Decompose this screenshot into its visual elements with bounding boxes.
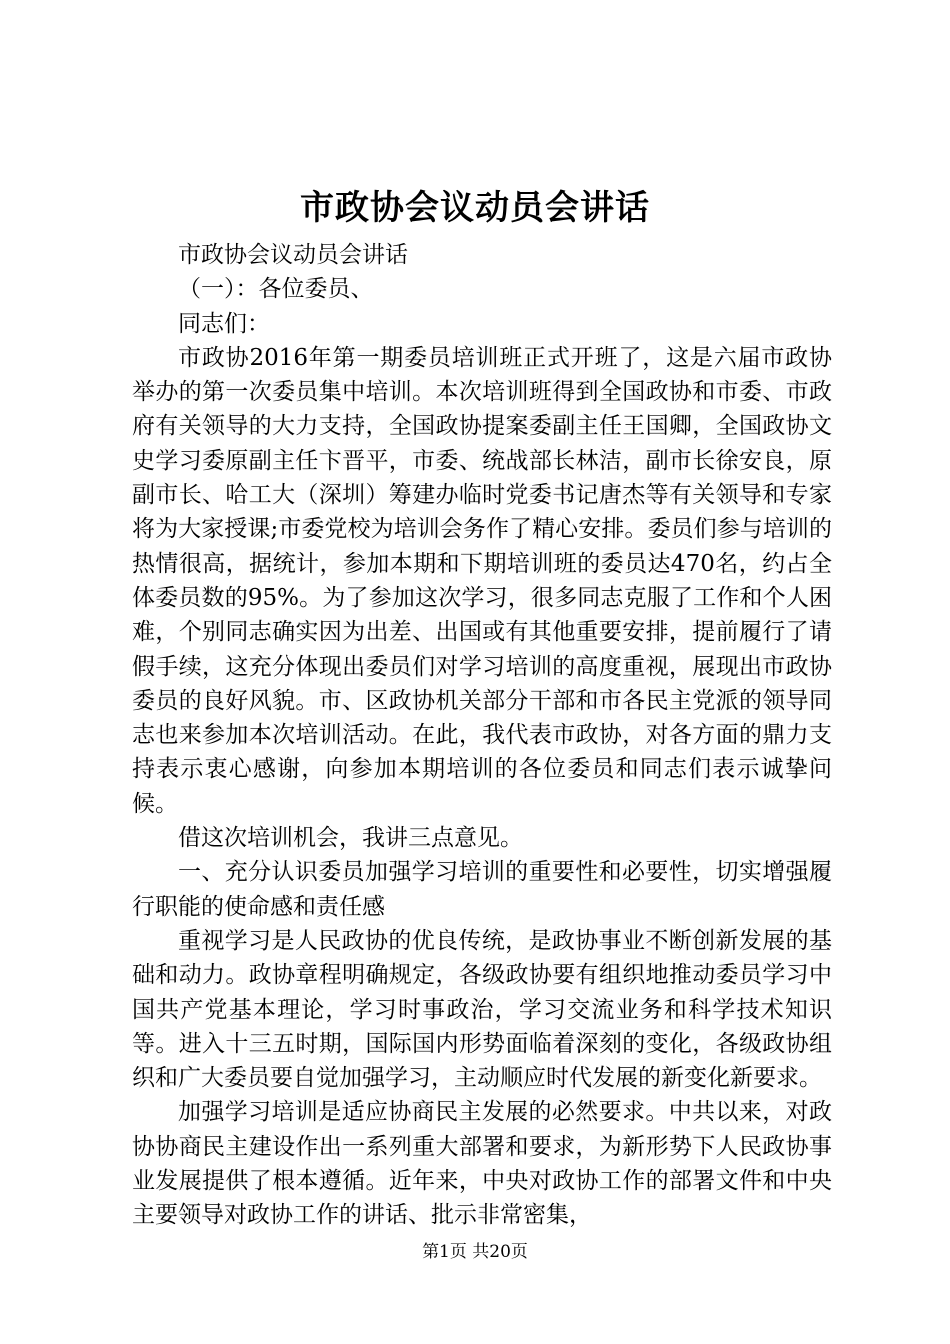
paragraph-opening: 市政协2016年第一期委员培训班正式开班了，这是六届市政协举办的第一次委员集中培训。本次培训班得到全国政协和市委、市政府有关领导的大力支持，全国政协提案委副主任王国卿，全国政协文史学习委原副主任卞晋平，市委、统战部长林洁，副市长徐安良，原副市长、哈工大（深圳）筹建办临时党委书记唐杰等有关领导和专家将为大家授课;市委党校为培训会务作了精心安排。委员们参与培训的热情很高，据统计，参加本期和下期培训班的委员达470名，约占全体委员数的95%。为了参加这次学习，很多同志克服了工作和个人困难，个别同志确实因为出差、出国或有其他重要安排，提前履行了请假手续，这充分体现出委员们对学习培训的高度重视，展现出市政协委员的良好风貌。市、区政协机关部分干部和市各民主党派的领导同志也来参加本次培训活动。在此，我代表市政协，对各方面的鼎力支持表示衷心感谢，向参加本期培训的各位委员和同志们表示诚挚问候。 xyxy=(132,344,832,817)
paragraph-intro: 借这次培训机会，我讲三点意见。 xyxy=(178,825,523,852)
document-title: 市政协会议动员会讲话 xyxy=(300,188,650,228)
section-heading-1: 一、充分认识委员加强学习培训的重要性和必要性，切实增强履行职能的使命感和责任感 xyxy=(132,859,832,920)
document-body xyxy=(132,238,832,1233)
page-footer xyxy=(0,1240,950,1264)
paragraph-subtitle: 市政协会议动员会讲话 xyxy=(178,242,408,268)
paragraph-salutation-1: （一）：各位委员、 xyxy=(178,276,374,303)
paragraph-salutation-2: 同志们： xyxy=(178,310,270,337)
page-number: 第1页 xyxy=(422,1242,467,1262)
paragraph-body-1: 重视学习是人民政协的优良传统，是政协事业不断创新发展的基础和动力。政协章程明确规定，各级政协要有组织地推动委员学习中国共产党基本理论，学习时事政治，学习交流业务和科学技术知识等。进入十三五时期，国际国内形势面临着深刻的变化，各级政协组织和广大委员要自觉加强学习，主动顺应时代发展的新变化新要求。 xyxy=(132,927,832,1092)
page-total: 共20页 xyxy=(472,1242,528,1262)
paragraph-body-2: 加强学习培训是适应协商民主发展的必然要求。中共以来，对政协协商民主建设作出一系列重大部署和要求，为新形势下人民政协事业发展提供了根本遵循。近年来，中央对政协工作的部署文件和中央主要领导对政协工作的讲话、批示非常密集， xyxy=(132,1099,832,1229)
